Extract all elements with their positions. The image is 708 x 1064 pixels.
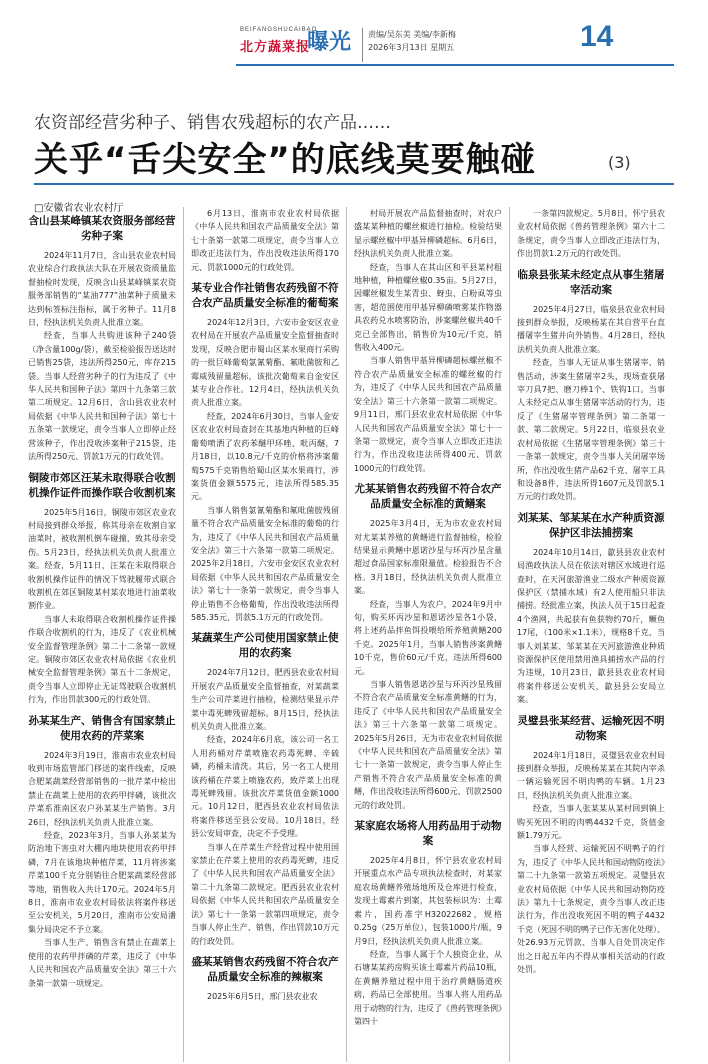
case-heading: 尤某某销售农药残留不符合农产品质量安全标准的黄鳝案 <box>354 483 502 511</box>
paragraph: 当事人销售恩诺沙星与环丙沙星残留不符合农产品质量安全标准黄鳝的行为，违反了《中华人民共和国农产品质量安全法》第三十六条第一款第二项规定。2025年5月26日，无为市农业农村局依据《中华人民共和国农产品质量安全法》第七十一条第一款规定，责令当事人停止生产销售不符合农产品质量安全标准的黄鳝，作出没收违法所得600元、罚款2500元的行政处罚。 <box>354 680 502 810</box>
column-divider <box>509 207 510 1062</box>
column-divider <box>346 207 347 1062</box>
column-1 <box>28 207 176 1062</box>
paragraph: 当事人经营、运输死因不明鸭子的行为，违反了《中华人民共和国动物防疫法》第二十九条第一款第五项规定。灵璧县农业农村局依据《中华人民共和国动物防疫法》第九十七条规定，责令当事人改正违法行为，作出没收死因不明的鸭子4432千克（死因不明的鸭子已作无害化处理）、处26.93万元罚款、当事人自处罚决定作出之日起五年内不得从事相关活动的行政处罚。 <box>517 844 665 975</box>
paragraph: 经查，2023年3月，当事人孙某某为防治地下害虫对大棚内地块使用农药甲拌磷，7月在该地块种植芹菜，11月将涉案芹菜100千克分别销往合肥某蔬菜经营部等地，销售收入共计170元。2024年5月8日，淮南市农业农村局依法将案件移送至公安机关，5月20日，淮南市公安局潘集分局决定不予立案。 <box>28 831 176 934</box>
paragraph: 2025年6月5日，邢门县农业农 <box>207 991 318 1001</box>
header-rule <box>236 64 674 66</box>
paragraph: 经查，当事人无证从事生猪屠宰、销售活动，涉案生猪屠宰2头，现场查获屠宰刀具7把、磨刀棒1个、铁钩1口。当事人未经定点从事生猪屠宰活动的行为，违反了《生猪屠宰管理条例》第二条第一款、第二款规定。5月22日，临泉县农业农村局依据《生猪屠宰管理条例》第三十一条第一款规定，责令当事人关闭屠宰场所，作出没收生猪产品62千克、屠宰工具和设备8件，违法所得1607元及罚款5.1万元的行政处罚。 <box>517 358 665 502</box>
paragraph: 当事人销售甲基异柳磷超标螺丝椒不符合农产品质量安全标准的螺丝椒的行为，违反了《中华人民共和国农产品质量安全法》第三十六条第一款第二项规定。9月11日，邢门县农业农村局依据《中华人民共和国农产品质量安全法》第七十一条第一款规定，责令当事人立即改正违法行为，作出没收违法所得400元、罚款1000元的行政处罚。 <box>354 356 502 473</box>
section-name: 曝光 <box>307 30 352 55</box>
case-heading: 某家庭农场将人用药品用于动物案 <box>354 820 502 848</box>
header-divider <box>362 28 363 62</box>
paragraph: 经查，当事人为农户，2024年9月中旬，购买环丙沙星和恩诺沙星各1小袋，将上述药品拌鱼饵投喂给所养殖黄鳝200千克。2025年1月，当事人销售涉案黄鳝10千克，售价60元/千克，违法所得600元。 <box>354 599 502 676</box>
paragraph: 2025年3月4日，无为市农业农村局对尤某某养殖的黄鳝进行监督抽检，检验结果显示黄鳝中恩诺沙星与环丙沙星含量超过食品国家标准限量值。检验报告不合格。3月18日，经执法机关负责人批准立案。 <box>354 519 502 596</box>
article-subtitle: 农资部经营劣种子、销售农残超标的农产品…… <box>34 113 391 133</box>
column-divider <box>183 207 184 1062</box>
title-rule <box>34 183 674 185</box>
case-heading: 灵璧县张某经营、运输死因不明动物案 <box>517 714 665 742</box>
paragraph: 当事人生产、销售含有禁止在蔬菜上使用的农药甲拌磷的芹菜，违反了《中华人民共和国农产品质量安全法》第三十六条第一款第一项规定。 <box>28 938 176 988</box>
paragraph: 2025年4月8日，怀宁县农业农村局开展重点水产品专项执法检查时，对某家庭农场黄鳝养殖场地所及仓库进行检查，发现土霉素片到案，其包装标识为：土霉素片，国药准字H32022682，规格0.25g（25万单位），包装1000片/瓶，9月9日，经执法机关负责人批准立案。 <box>354 856 502 946</box>
issue-date: 2026年3月13日 星期五 <box>368 43 455 52</box>
case-heading: 盛某某销售农药残留不符合农产品质量安全标准的辣椒案 <box>191 955 339 983</box>
paragraph: 当事人未取得联合收割机操作证件操作联合收割机的行为，违反了《农业机械安全监督管理条例》第二十二条第一款规定。铜陵市郊区农业农村局依据《农业机械安全监督管理条例》第五十二条规定，责令当事人立即停止无证驾驶联合收割机行为，作出罚款300元的行政处罚。 <box>28 614 176 705</box>
paragraph: 经查，2024年6月底，该公司一名工人用药桶对芹菜喷施农药毒死蜱、辛硫磷，药桶未清洗。其后，另一名工人使用该药桶在芹菜上喷施农药，致芹菜上出现毒死蜱残留。该批次芹菜货值金额1000元。10月12日，肥西县农业农村局依法将案件移送至县公安局。10月18日，经县公安局审查，决定不予受理。 <box>191 735 339 839</box>
paragraph: 2024年7月12日，肥西县农业农村局开展农产品质量安全监督抽查，对某蔬菜生产公司芹菜进行抽检，检测结果显示芹菜中毒死蜱残留超标。8月15日，经执法机关负责人批准立案。 <box>191 668 339 731</box>
paragraph: 2024年3月19日，淮南市农业农村局收到市场监管部门移送的案件线索，反映合肥某蔬菜经营部销售的一批芹菜中检出禁止在蔬菜上使用的农药甲拌磷，该批次芹菜系淮南区农户孙某某生产销售。3月26日，经执法机关负责人批准立案。 <box>28 750 176 827</box>
article-part: (3) <box>608 153 631 172</box>
column-3 <box>354 207 502 1062</box>
paragraph: 村局开展农产品监督抽查时，对农户盛某某种植的螺丝椒进行抽检。检验结果显示螺丝椒中甲基异柳磷超标。6月6日，经执法机关负责人批准立案。 <box>354 209 502 259</box>
case-heading: 某专业合作社销售农药残留不符合农产品质量安全标准的葡萄案 <box>191 282 339 310</box>
newspaper-name: 北方蔬菜报 <box>240 40 311 55</box>
paragraph: 一条第四款规定。5月8日，怀宁县农业农村局依据《兽药管理条例》第六十二条规定，责令当事人立即改正违法行为，作出罚款1.2万元的行政处罚。 <box>517 209 665 259</box>
paragraph: 当事人在芹菜生产经营过程中使用国家禁止在芹菜上使用的农药毒死蜱，违反了《中华人民共和国农产品质量安全法》第二十九条第二款规定。肥西县农业农村局依据《中华人民共和国农产品质量安全法》第七十一条第一款第四项规定，责令当事人停止生产、销售，作出罚款10万元的行政处罚。 <box>191 842 339 946</box>
column-4 <box>517 207 665 1062</box>
paragraph: 6月13日，淮南市农业农村局依据《中华人民共和国农产品质量安全法》第七十条第一款第二项规定，责令当事人立即改正违法行为，作出没收违法所得170元、罚款1000元的行政处罚。 <box>191 209 339 272</box>
case-heading: 含山县某峰镇某农资服务部经营劣种子案 <box>28 215 176 242</box>
page-number: 14 <box>580 20 614 53</box>
paragraph: 2025年5月16日，铜陵市郊区农业农村局接到群众举报，称其母亲在收割自家油菜时，被收割机倒车碰撞，致其母亲受伤。5月23日，经执法机关负责人批准立案。经查，5月11日，汪某在未取得联合收割机操作证件的情况下驾驶履带式联合收割机在郊区铜陵某村某农地进行油菜收割作业。 <box>28 507 176 611</box>
paragraph: 当事人销售氯氰菊酯和氟吡菌胺残留量不符合农产品质量安全标准的葡萄的行为，违反了《中华人民共和国农产品质量安全法》第三十六条第一款第二项规定。2025年2月18日，六安市金安区农业农村局依据《中华人民共和国农产品质量安全法》第七十一条第一款规定，责令当事人停止销售不合格葡萄，作出没收违法所得585.35元、罚款5.1万元的行政处罚。 <box>191 505 339 622</box>
paragraph: 2025年4月27日，临泉县农业农村局接到群众举报，反映杨某在其自营平台直播屠宰生猪并向外销售。4月28日，经执法机关负责人批准立案。 <box>517 304 665 354</box>
case-heading: 孙某某生产、销售含有国家禁止使用农药的芹菜案 <box>28 714 176 742</box>
case-heading: 某蔬菜生产公司使用国家禁止使用的农药案 <box>191 632 339 660</box>
paragraph: 经查，当事人属于个人独资企业，从石塘某某药房购买该土霉素片药品10瓶，在黄鳝养殖过程中用于治疗黄鳝肠道疾病，药品已全部使用。当事人将人用药品用于动物的行为，违反了《兽药管理条例》第四十 <box>354 949 502 1026</box>
case-heading: 临泉县张某未经定点从事生猪屠宰活动案 <box>517 268 665 296</box>
paragraph: 经查，当事人共购进该种子240袋（净含量100g/袋），截至检验报告送达时已销售25袋，违法所得250元，库存215袋。当事人经营劣种子的行为违反了《中华人民共和国种子法》第四十九条第三款第二项规定。12月6日，含山县农业农村局依据《中华人民共和国种子法》第七十五条第一款规定，责令当事人立即停止经营该种子，作出没收涉案种子215袋、违法所得250元、罚款1万元的行政处罚。 <box>28 331 176 462</box>
paragraph: 2024年11月7日，含山县农业农村局农业综合行政执法大队在开展农资质量监督抽检时发现，反映含山县某峰镇某农资服务部销售的“某油777”油菜种子质量未达到标签标注指标，属于劣种子。11月8日，经执法机关负责人批准立案。 <box>28 251 176 328</box>
editors-line: 责编/吴东美 美编/李新梅 <box>368 30 456 39</box>
column-2 <box>191 207 339 1062</box>
paragraph: 经查，当事人张某某从某村回到镇上购买死因不明的肉鸭4432千克，货值金额1.79万元。 <box>517 804 665 841</box>
masthead <box>0 0 708 90</box>
paragraph: 2024年1月18日，灵璧县农业农村局接到群众举报，反映杨某某在其院内宰杀一辆运输死因不明肉鸭的车辆。1月23日，经执法机关负责人批准立案。 <box>517 750 665 800</box>
paragraph: 经查，当事人在其山区和平县某村租地种植，种植螺丝椒0.35亩。5月27日，因螺丝椒发生某青虫、蚜虫、白粉虱等虫害，超范围使用甲基异柳磷喷雾某作物器具农药兑水喷雾防治，涉案螺丝椒共40千克已全部售出，销售价为10元/千克，销售收入400元。 <box>354 262 502 353</box>
editors-info <box>368 28 456 54</box>
paragraph: 2024年10月14日，歙县县农业农村局渔政执法人员在依法对辖区水域进行巡查时，在天河旅游渔业二级水产种质资源保护区（禁捕水域）有2人使用船只非法捕捞。经批准立案，执法人员于15日起查4个渔网，共起获有鱼获物约70斤，鳜鱼17尾，（100米×1.1米），规格8千克，当事人刘某某、邹某某在天河旅游渔业种质资源保护区使用禁用渔具捕捞水产品的行为违规，10月23日，歙县县农业农村局将案件移送公安机关，歙县县公安局立案。 <box>517 547 665 705</box>
case-heading: 铜陵市郊区汪某未取得联合收割机操作证件而操作联合收割机案 <box>28 471 176 499</box>
paragraph: 经查，2024年6月30日，当事人金安区农业农村局查封在其基地内种植的巨峰葡萄喷洒了农药苯醚甲环唑、吡丙醚，7月18日，以10.8元/千克的价格将涉案葡萄575千克销售给蜀山区某水果商行，涉案货值金额5575元，违法所得585.35元。 <box>191 411 339 502</box>
paragraph: 2024年12月3日，六安市金安区农业农村局在开展农产品质量安全监督抽查时发现，反映合肥市蜀山区某水果商行采购的一批巨峰葡萄氯氰菊酯、氟吡菌胺和乙霉威残留量超标，该批次葡萄来自金安区某专业合作社。12月4日，经执法机关负责人批准立案。 <box>191 318 339 408</box>
case-heading: 刘某某、邹某某在水产种质资源保护区非法捕捞案 <box>517 511 665 539</box>
masthead-pinyin: BEIFANGSHUCAIBAO <box>240 27 318 33</box>
article-source: □安徽省农业农村厅 <box>34 203 124 214</box>
article-title: 关乎“舌尖安全”的底线莫要触碰 <box>34 140 536 180</box>
article-columns <box>28 207 680 1062</box>
